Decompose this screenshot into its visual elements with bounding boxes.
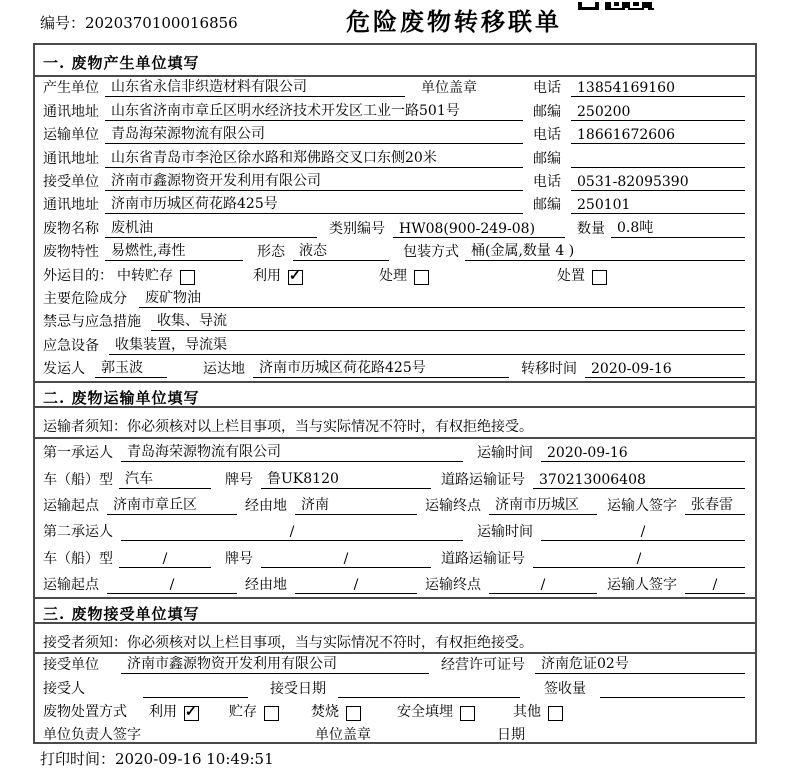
waste-property-value: 易燃性,毒性 (105, 240, 243, 261)
purpose-utilize-checkbox (288, 270, 303, 285)
disposal-other-label: 其他 (513, 704, 541, 721)
receiver-unit-label: 接受单位 (43, 173, 99, 190)
endpoint1-value: 济南市历城区 (489, 494, 597, 515)
road-permit1-label: 道路运输证号 (441, 471, 525, 488)
origin1-label: 运输起点 (43, 497, 99, 514)
purpose-treat-label: 处理 (379, 267, 407, 284)
accept-date-label: 接受日期 (270, 680, 326, 697)
responsible-sign-value (191, 728, 299, 744)
transporter-address-label: 通讯地址 (43, 150, 99, 167)
disposal-storage-checkbox (264, 706, 279, 721)
emergency-equipment-value: 收集装置，导流渠 (109, 334, 745, 355)
row-producer-unit (35, 77, 755, 100)
producer-phone-label: 电话 (533, 80, 561, 97)
endpoint1-label: 运输终点 (425, 497, 481, 514)
purpose-utilize-label: 利用 (253, 267, 281, 284)
row-producer-address (35, 100, 755, 123)
receiver-address-label: 通讯地址 (43, 197, 99, 214)
purpose-transfer-storage-label: 中转贮存 (117, 267, 173, 284)
doc-number-value: 2020370100016856 (85, 14, 238, 32)
row-producer-right (533, 77, 745, 97)
accept-unit-label: 接受单位 (43, 657, 99, 674)
endpoint2-value: / (489, 577, 597, 594)
row-producer-address-right (533, 101, 745, 121)
row-receiver-unit (35, 171, 755, 194)
origin2-value: / (107, 577, 237, 594)
transport-time2-label: 运输时间 (477, 524, 533, 541)
plate-no2-value: / (261, 551, 431, 568)
packing-method-value: 桶(金属,数量 4 ) (465, 240, 745, 261)
carrier-sign1-value: 张春雷 (685, 494, 745, 515)
receiver-unit-value: 济南市鑫源物资开发利用有限公司 (105, 170, 523, 191)
waste-form-label: 形态 (257, 244, 285, 261)
first-carrier-value: 青岛海荣源物流有限公司 (121, 441, 463, 462)
signed-quantity-label: 签收量 (544, 680, 586, 697)
road-permit2-label: 道路运输证号 (441, 550, 525, 567)
waste-name-value: 废机油 (105, 217, 317, 238)
destination-label: 运达地 (203, 361, 245, 378)
qr-blocks-icon (578, 2, 656, 10)
purpose-transfer-storage-checkbox (180, 270, 195, 285)
second-carrier-value: / (121, 524, 463, 541)
waste-quantity-label: 数量 (577, 220, 605, 237)
waste-quantity-value: 0.8吨 (611, 217, 745, 238)
outbound-purpose-label: 外运目的： (43, 267, 113, 284)
row-disposal-method (35, 701, 755, 724)
license-no-value: 济南危证02号 (535, 653, 745, 674)
purpose-treat-checkbox (414, 270, 429, 285)
date-value (537, 728, 745, 744)
row-transporter-address (35, 147, 755, 170)
accept-date-value (338, 682, 520, 698)
row-emergency-measures (35, 311, 755, 334)
unit-seal2-label: 单位盖章 (315, 727, 371, 744)
unit-seal-label: 单位盖章 (421, 80, 477, 97)
carrier-sign2-value: / (685, 577, 745, 594)
row-second-carrier (35, 518, 755, 544)
receiver-phone-value: 0531-82095390 (571, 174, 745, 191)
vehicle-type1-label: 车（船）型 (43, 471, 113, 488)
transporter-address-value: 山东省青岛市李沧区徐水路和郑佛路交叉口东侧20米 (105, 147, 523, 168)
producer-zip-value: 250200 (571, 104, 745, 121)
accept-unit-value: 济南市鑫源物资开发利用有限公司 (121, 653, 429, 674)
transfer-date-label: 转移时间 (521, 361, 577, 378)
transport-time1-value: 2020-09-16 (541, 445, 745, 462)
row-shipper (35, 358, 755, 381)
row-transporter-right (533, 124, 745, 144)
vehicle-type1-value: 汽车 (119, 468, 211, 489)
disposal-utilize-checkbox (184, 706, 199, 721)
producer-zip-label: 邮编 (533, 103, 561, 120)
row-acceptor (35, 677, 755, 700)
row-receiver-address-right (533, 194, 745, 214)
row-waste-property (35, 241, 755, 264)
receiver-address-value: 济南市历城区荷花路425号 (105, 193, 523, 214)
shipper-value: 郭玉波 (95, 357, 167, 378)
disposal-incinerate-checkbox (346, 706, 361, 721)
packing-method-label: 包装方式 (403, 244, 459, 261)
via1-label: 经由地 (245, 497, 287, 514)
receiver-zip-label: 邮编 (533, 197, 561, 214)
row-outbound-purpose (35, 264, 755, 287)
section1-header: 一. 废物产生单位填写 (35, 45, 755, 77)
transporter-unit-value: 青岛海荣源物流有限公司 (105, 123, 523, 144)
row-transporter-unit (35, 124, 755, 147)
producer-address-label: 通讯地址 (43, 103, 99, 120)
form-title: 危险废物转移联单 (346, 7, 562, 36)
row-first-carrier (35, 439, 755, 465)
disposal-method-label: 废物处置方式 (43, 704, 127, 721)
row-responsible-sign (35, 724, 755, 744)
road-permit1-value: 370213006408 (533, 472, 745, 489)
responsible-sign-label: 单位负责人签字 (43, 727, 141, 744)
vehicle-type2-label: 车（船）型 (43, 550, 113, 567)
disposal-landfill-label: 安全填埋 (397, 704, 453, 721)
producer-unit-label: 产生单位 (43, 80, 99, 97)
producer-unit-value: 山东省永信非织造材料有限公司 (105, 76, 405, 97)
waste-property-label: 废物特性 (43, 244, 99, 261)
transporter-phone-value: 18661672606 (571, 127, 745, 144)
transporter-zip-label: 邮编 (533, 150, 561, 167)
waste-code-label: 类别编号 (329, 220, 385, 237)
transporter-unit-label: 运输单位 (43, 127, 99, 144)
emergency-measures-value: 收集、导流 (151, 310, 745, 331)
carrier-sign1-label: 运输人签字 (607, 497, 677, 514)
disposal-other-checkbox (548, 706, 563, 721)
carrier-sign2-label: 运输人签字 (607, 576, 677, 593)
waste-form-value: 液态 (293, 240, 389, 261)
row-main-hazard (35, 288, 755, 311)
print-time (40, 748, 274, 769)
transport-time2-value: / (541, 524, 745, 541)
origin2-label: 运输起点 (43, 576, 99, 593)
row-route1 (35, 492, 755, 518)
main-hazard-value: 废矿物油 (139, 287, 745, 308)
section3-rows (35, 654, 755, 744)
section2-rows (35, 439, 755, 597)
section3-header: 三. 废物接受单位填写 (35, 597, 755, 624)
via1-value: 济南 (295, 494, 417, 515)
row-vehicle2 (35, 544, 755, 570)
transporter-zip-value (571, 152, 745, 168)
row-receiver-address-left (43, 193, 523, 214)
waste-name-label: 废物名称 (43, 220, 99, 237)
row-transporter-address-left (43, 147, 523, 168)
origin1-value: 济南市章丘区 (107, 494, 237, 515)
transporter-phone-label: 电话 (533, 127, 561, 144)
row-accept-unit (35, 654, 755, 677)
emergency-equipment-label: 应急设备 (43, 337, 99, 354)
receiver-phone-label: 电话 (533, 173, 561, 190)
signed-quantity-value (600, 682, 745, 698)
first-carrier-label: 第一承运人 (43, 445, 113, 462)
vehicle-type2-value: / (119, 551, 211, 568)
via2-label: 经由地 (245, 576, 287, 593)
shipper-label: 发运人 (43, 361, 85, 378)
row-route2 (35, 571, 755, 597)
form-table (33, 43, 757, 744)
acceptor-label: 接受人 (43, 680, 85, 697)
emergency-measures-label: 禁忌与应急措施 (43, 314, 141, 331)
qr-code-fragment (578, 0, 656, 10)
row-vehicle1 (35, 465, 755, 491)
disposal-landfill-checkbox (460, 706, 475, 721)
row-emergency-equipment (35, 334, 755, 357)
plate-no1-value: 鲁UK8120 (261, 468, 431, 489)
receiver-zip-value: 250101 (571, 197, 745, 214)
plate-no2-label: 牌号 (225, 550, 253, 567)
transport-time1-label: 运输时间 (477, 445, 533, 462)
plate-no1-label: 牌号 (225, 471, 253, 488)
section3-notice: 接受者须知：你必须核对以上栏目事项，当与实际情况不符时，有权拒绝接受。 (35, 624, 755, 654)
producer-address-value: 山东省济南市章丘区明水经济技术开发区工业一路501号 (105, 100, 523, 121)
row-waste-name (35, 217, 755, 240)
row-receiver-left (43, 170, 523, 191)
row-transporter-left (43, 123, 523, 144)
purpose-dispose-checkbox (592, 270, 607, 285)
row-producer-left (43, 76, 523, 97)
section2-header: 二. 废物运输单位填写 (35, 381, 755, 408)
waste-code-value: HW08(900-249-08) (393, 221, 565, 238)
disposal-utilize-label: 利用 (149, 704, 177, 721)
purpose-dispose-label: 处置 (557, 267, 585, 284)
row-transporter-address-right (533, 148, 745, 168)
via2-value: / (295, 577, 417, 594)
row-receiver-address (35, 194, 755, 217)
section2-notice: 运输者须知：你必须核对以上栏目事项，当与实际情况不符时，有权拒绝接受。 (35, 408, 755, 439)
disposal-incinerate-label: 焚烧 (311, 704, 339, 721)
main-hazard-label: 主要危险成分 (43, 290, 127, 307)
destination-value: 济南市历城区荷花路425号 (253, 357, 509, 378)
producer-phone-value: 13854169160 (571, 80, 745, 97)
doc-number-label: 编号： (40, 14, 86, 32)
road-permit2-value: / (533, 551, 745, 568)
disposal-storage-label: 贮存 (229, 704, 257, 721)
transfer-date-value: 2020-09-16 (585, 361, 745, 378)
license-no-label: 经营许可证号 (441, 657, 525, 674)
endpoint2-label: 运输终点 (425, 576, 481, 593)
second-carrier-label: 第二承运人 (43, 524, 113, 541)
row-producer-address-left (43, 100, 523, 121)
date-label: 日期 (497, 727, 525, 744)
acceptor-value (143, 682, 248, 698)
section1-rows (35, 77, 755, 381)
print-time-value: 2020-09-16 10:49:51 (115, 750, 274, 768)
row-receiver-right (533, 171, 745, 191)
print-time-label: 打印时间： (40, 750, 116, 768)
